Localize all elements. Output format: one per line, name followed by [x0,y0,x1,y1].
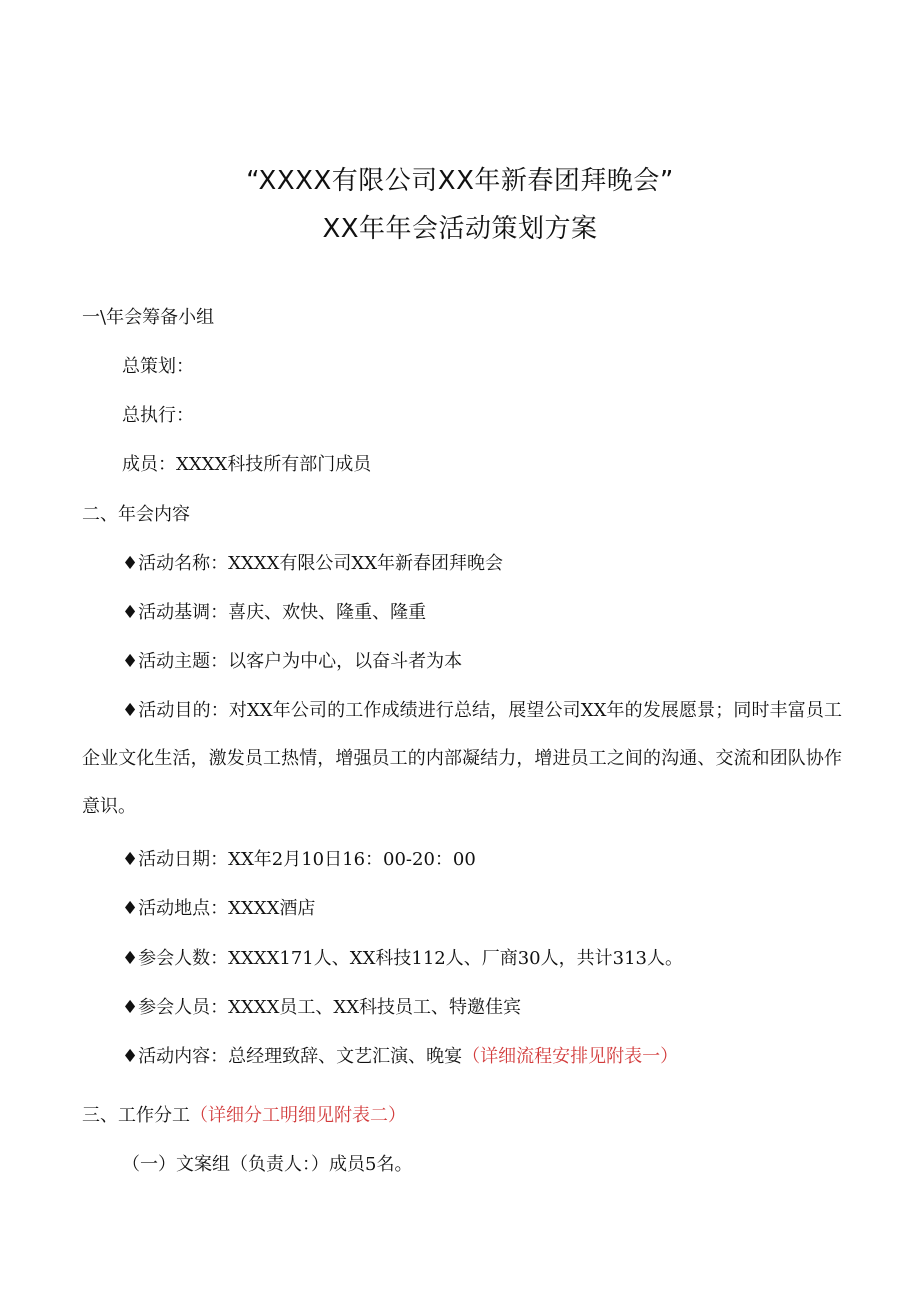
section-heading-content: 二、年会内容 [82,504,190,525]
division-heading-label: 三、工作分工 [82,1105,190,1126]
document-title-line2: XX年年会活动策划方案 [322,214,598,244]
event-content-label: ♦活动内容：总经理致辞、文艺汇演、晚宴 [122,1046,463,1067]
planner-line: 总策划： [122,356,194,377]
event-content-note: （详细流程安排见附表一） [462,1046,679,1067]
attendee-count-line: ♦参会人数：XXXX171人、XX科技112人、厂商30人，共计313人。 [122,948,683,969]
document-title-line1: “XXXX有限公司XX年新春团拜晚会” [246,166,674,196]
section-heading-organizing-group: 一\年会筹备小组 [82,307,215,328]
attendees-line: ♦参会人员：XXXX员工、XX科技员工、特邀佳宾 [122,997,522,1018]
event-name-line: ♦活动名称：XXXX有限公司XX年新春团拜晚会 [122,553,504,574]
event-theme-line: ♦活动主题：以客户为中心，以奋斗者为本 [122,651,463,672]
members-line: 成员：XXXX科技所有部门成员 [122,454,372,475]
executor-line: 总执行： [122,405,194,426]
copywriting-group-line: （一）文案组（负责人：）成员5名。 [122,1154,413,1175]
event-purpose-paragraph: ♦活动目的：对XX年公司的工作成绩进行总结，展望公司XX年的发展愿景；同时丰富员工企业文化生活，激发员工热情，增强员工的内部凝结力，增进员工之间的沟通、交流和团队协作意识。 [82,700,842,817]
event-location-line: ♦活动地点：XXXX酒店 [122,898,316,919]
event-tone-line: ♦活动基调：喜庆、欢快、隆重、隆重 [122,602,427,623]
event-date-line: ♦活动日期：XX年2月10日16：00-20：00 [122,849,476,870]
event-content-line [122,1044,678,1070]
section-heading-division [82,1103,406,1129]
division-heading-note: （详细分工明细见附表二） [190,1105,406,1126]
